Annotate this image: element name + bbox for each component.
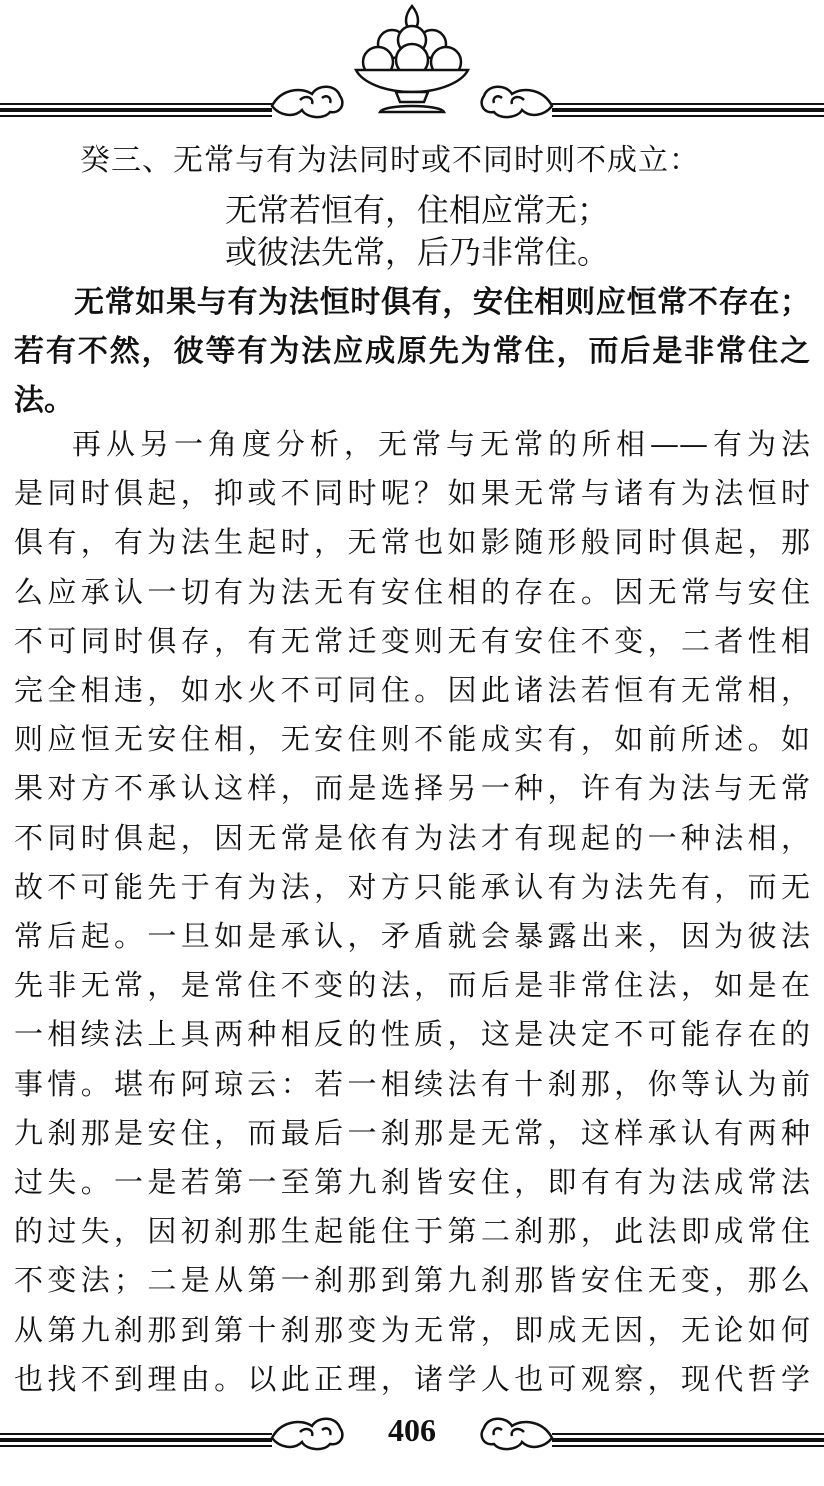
verse-explanation: 无常如果与有为法恒时俱有，安住相则应恒常不存在；若有不然，彼等有为法应成原先为常住，而后是非常住之法。 <box>14 285 810 418</box>
commentary-line: 也找不到理由。以此正理，诸学人也可观察，现代哲学 <box>14 1361 810 1396</box>
commentary-line: 不变法；二是从第一刹那到第九刹那皆安住无变，那么 <box>14 1263 810 1298</box>
commentary-line: 过失。一是若第一至第九刹皆安住，即有有为法成常法 <box>14 1165 810 1200</box>
commentary-line: 一相续法上具两种相反的性质，这是决定不可能存在的 <box>14 1017 810 1052</box>
commentary-line: 不同时俱起，因无常是依有为法才有现起的一种法相， <box>14 820 810 855</box>
commentary-line: 再从另一角度分析，无常与无常的所相——有为法 <box>72 427 810 461</box>
page-number: 406 <box>388 1412 436 1448</box>
commentary-line: 不可同时俱存，有无常迁变则无有安住不变，二者性相 <box>14 623 810 658</box>
header-rule-right <box>552 104 824 116</box>
commentary-line: 则应恒无安住相，无安住则不能成实有，如前所述。如 <box>14 722 810 757</box>
header-rule-left <box>0 104 272 116</box>
cloud-scroll-icon <box>272 87 342 117</box>
commentary-line: 事情。堪布阿琼云：若一相续法有十刹那，你等认为前 <box>14 1066 810 1101</box>
commentary-line: 么应承认一切有为法无有安住相的存在。因无常与安住 <box>14 574 810 609</box>
section-heading: 癸三、无常与有为法同时或不同时则不成立： <box>80 143 700 178</box>
commentary-body <box>14 420 810 1404</box>
header-ornament <box>0 0 824 125</box>
commentary-line: 先非无常，是常住不变的法，而后是非常住法，如是在 <box>14 968 810 1003</box>
cloud-scroll-icon <box>482 87 552 117</box>
commentary-line: 是同时俱起，抑或不同时呢？如果无常与诸有为法恒时 <box>14 476 810 511</box>
verse-line: 无常若恒有，住相应常无； <box>224 191 609 229</box>
verse-line: 或彼法先常，后乃非常住。 <box>224 233 609 271</box>
commentary-line: 的过失，因初刹那生起能住于第二刹那，此法即成常住 <box>14 1214 810 1249</box>
commentary-line: 九刹那是安住，而最后一刹那是无常，这样承认有两种 <box>14 1115 810 1150</box>
commentary-line: 完全相违，如水火不可同住。因此诸法若恒有无常相， <box>14 673 810 708</box>
commentary-line: 故不可能先于有为法，对方只能承认有为法先有，而无 <box>14 869 810 904</box>
commentary-line: 从第九刹那到第十刹那变为无常，即成无因，无论如何 <box>14 1312 810 1347</box>
offering-bowl-icon <box>356 6 468 112</box>
commentary-line: 常后起。一旦如是承认，矛盾就会暴露出来，因为彼法 <box>14 919 810 954</box>
commentary-line: 俱有，有为法生起时，无常也如影随形般同时俱起，那 <box>14 525 810 560</box>
commentary-line: 果对方不承认这样，而是选择另一种，许有为法与无常 <box>14 771 810 806</box>
